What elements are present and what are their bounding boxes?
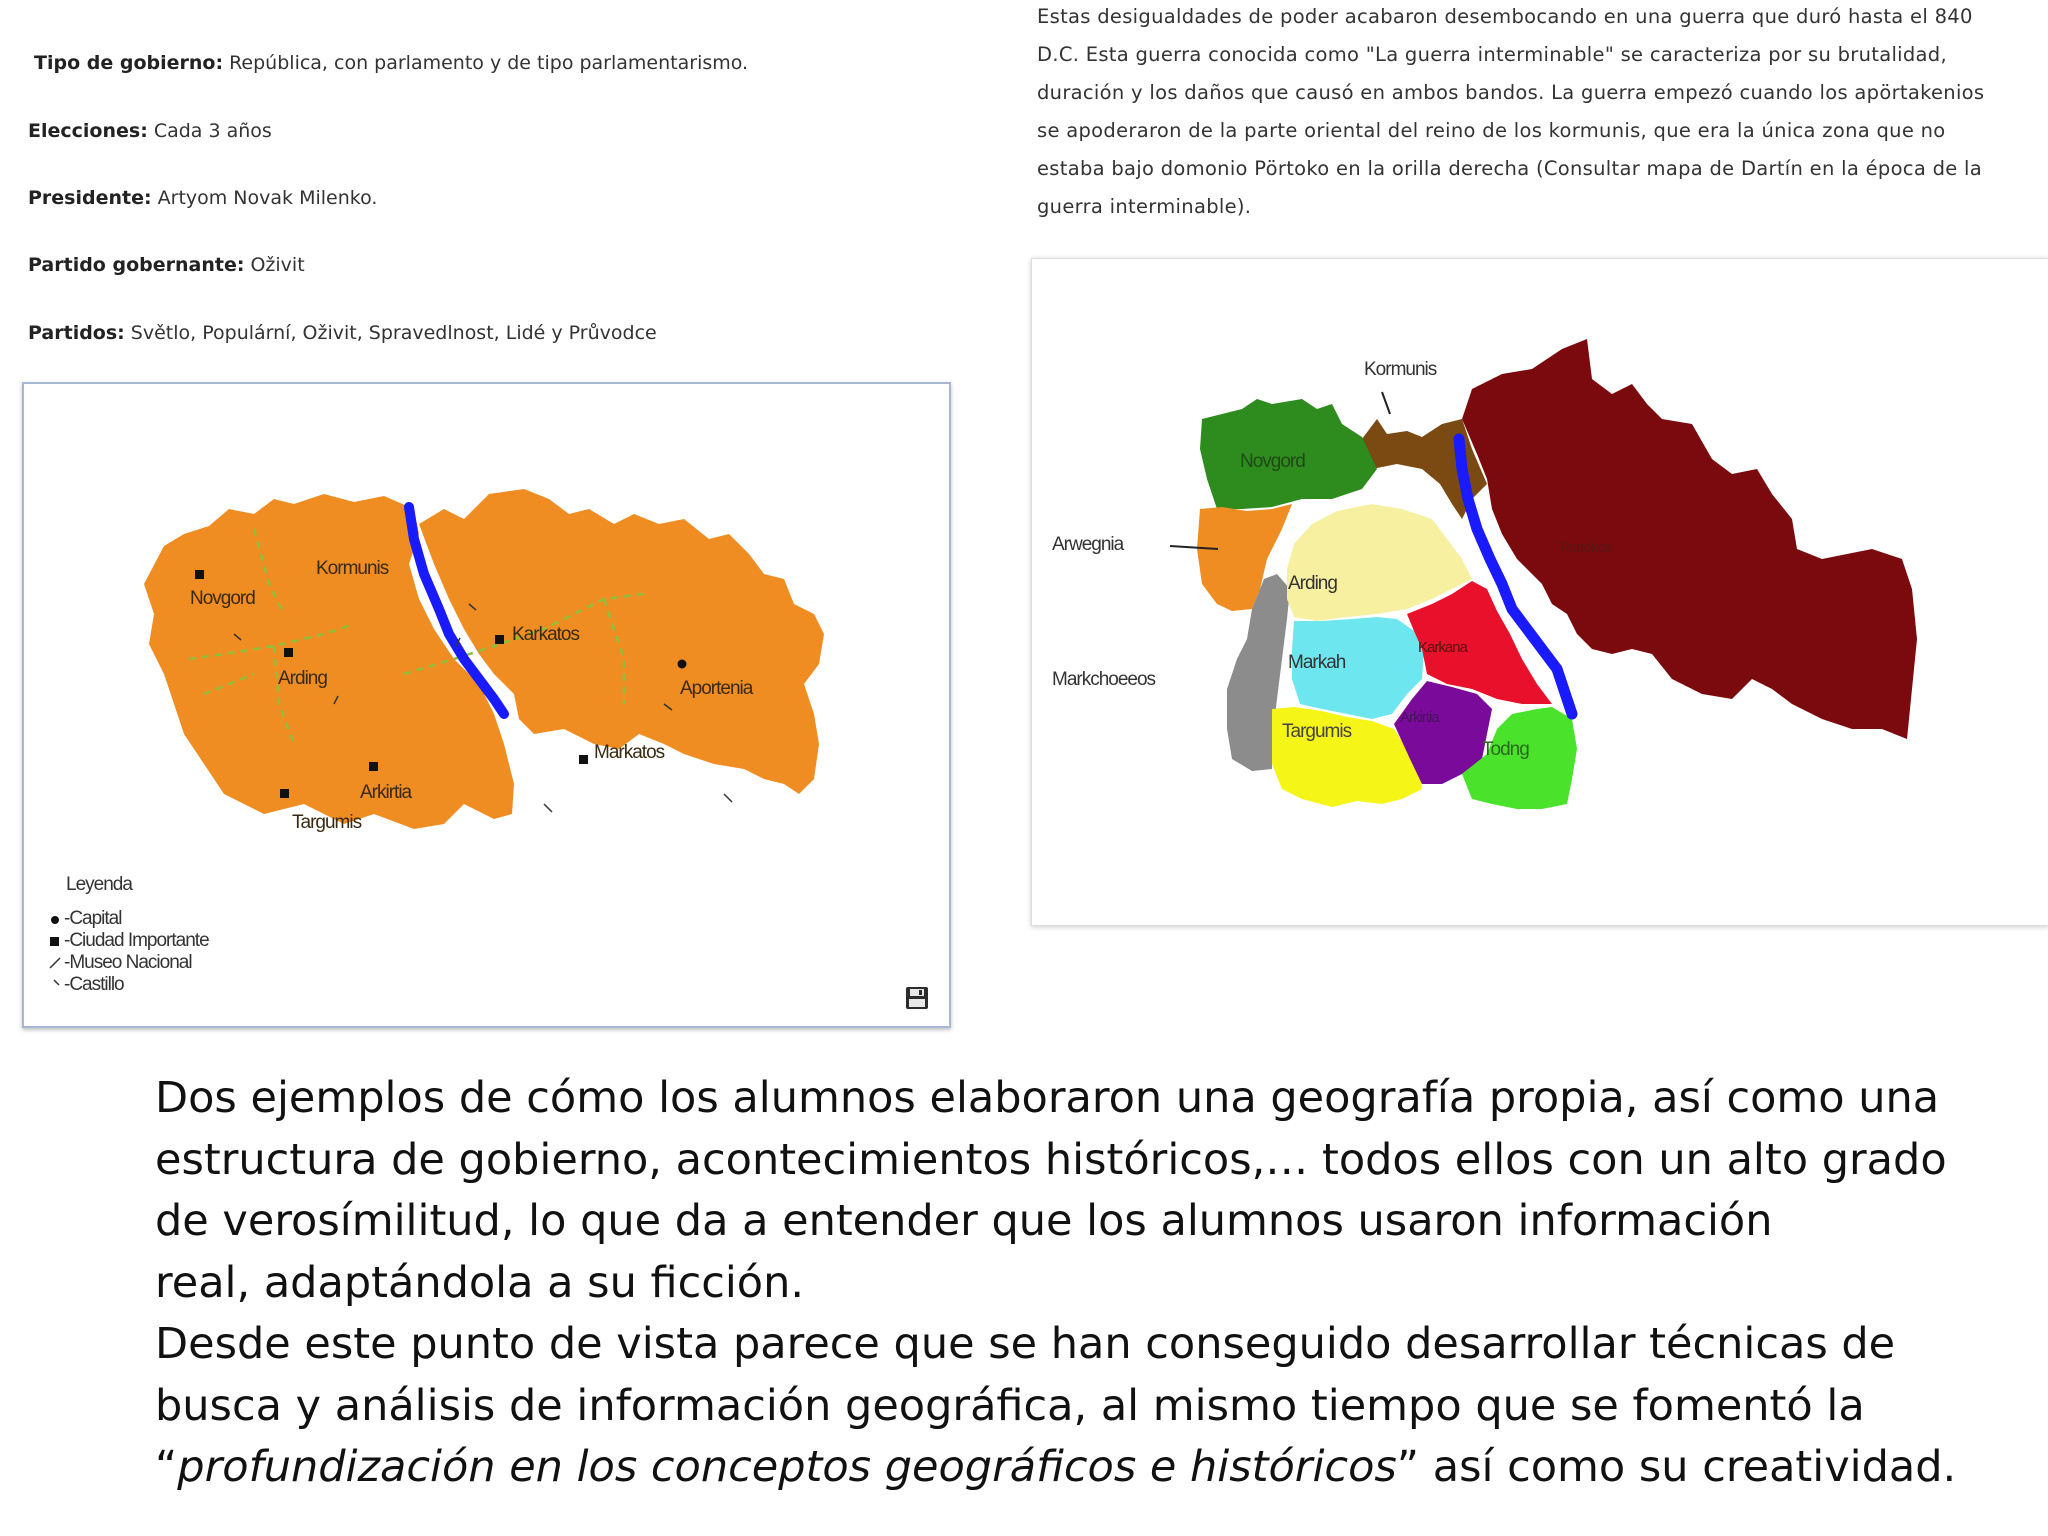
legend-castillo: -Castillo (64, 974, 124, 995)
caption-line: Dos ejemplos de cómo los alumnos elaboraron una geografía propia, así como una (155, 1073, 1940, 1123)
info-partidos-label: Partidos: (28, 322, 125, 344)
legend-castillo-symbol (54, 980, 59, 985)
leader-kormunis (1382, 392, 1390, 414)
city-marker (195, 570, 204, 579)
label-targumis: Targumis (292, 812, 362, 833)
city-marker (280, 789, 289, 798)
legend-museo: -Museo Nacional (64, 952, 192, 973)
history-line: duración y los daños que causó en ambos bandos. La guerra empezó cuando los apörtakenios (1037, 81, 1985, 104)
label-aportenia: Aportenia (680, 678, 753, 699)
label-right-markah: Markah (1288, 652, 1346, 673)
map-left-legend (64, 874, 209, 996)
city-marker (579, 755, 588, 764)
label-right-markchoeeos: Markchoeeos (1052, 669, 1156, 690)
caption-line: estructura de gobierno, acontecimientos históricos,… todos ellos con un alto grado (155, 1134, 1947, 1185)
caption-line: Desde este punto de vista parece que se han conseguido desarrollar técnicas de (155, 1319, 1896, 1369)
caption-line-quote (155, 1437, 1956, 1499)
label-right-arkirtia: Arkirtia (1400, 709, 1439, 726)
label-karkatos: Karkatos (512, 624, 579, 645)
save-icon[interactable] (905, 986, 929, 1010)
caption-line: busca y análisis de información geográfica, al mismo tiempo que se fomentó la (155, 1380, 1865, 1431)
info-tipo-gobierno (34, 52, 748, 74)
info-tipo-label: Tipo de gobierno: (34, 52, 224, 74)
caption-quote-open: “ (155, 1442, 178, 1492)
info-tipo-value: República, con parlamento y de tipo parlamentarismo. (223, 52, 749, 74)
legend-ciudad: -Ciudad Importante (64, 930, 209, 951)
label-novgord: Novgord (190, 588, 255, 609)
info-elecciones (28, 120, 272, 142)
caption-italic-phrase: profundización en los conceptos geográficos e históricos (177, 1442, 1397, 1492)
history-line: se apoderaron de la parte oriental del reino de los kormunis, que era la única zona que no (1037, 119, 1946, 142)
map-right-canvas (1032, 259, 2048, 925)
label-right-arwegnia: Arwegnia (1052, 534, 1124, 555)
legend-capital-symbol (51, 916, 59, 924)
history-paragraph (1037, 0, 2047, 226)
label-right-karkana: Karkana (1418, 639, 1467, 656)
label-kormunis: Kormunis (316, 558, 389, 579)
label-arkirtia: Arkirtia (360, 782, 412, 803)
label-right-targumis: Targumis (1282, 721, 1352, 742)
label-right-arding: Arding (1288, 573, 1337, 594)
info-partidos-value: Světlo, Populární, Oživit, Spravedlnost, Lidé y Průvodce (124, 322, 657, 344)
city-marker (495, 635, 504, 644)
legend-museo-symbol (50, 958, 60, 968)
caption-line: de verosímilitud, lo que da a entender que los alumnos usaron información (155, 1196, 1773, 1246)
label-markatos: Markatos (594, 742, 665, 763)
caption-quote-close: ” así como su creatividad. (1396, 1442, 1957, 1492)
legend-ciudad-symbol (50, 937, 59, 946)
info-presidente-label: Presidente: (28, 187, 152, 209)
info-partidos (28, 322, 657, 344)
map-dartin-political (22, 382, 951, 1028)
info-partido-gobernante (28, 254, 305, 276)
caption-block (155, 1068, 1956, 1499)
legend-capital: -Capital (64, 908, 122, 929)
history-line: D.C. Esta guerra conocida como "La guerra interminable" se caracteriza por su brutalidad, (1037, 43, 1947, 66)
label-right-novgord: Novgord (1240, 451, 1305, 472)
city-marker (284, 648, 293, 657)
caption-line: real, adaptándola a su ficción. (155, 1257, 805, 1308)
city-marker (369, 762, 378, 771)
info-presidente-value: Artyom Novak Milenko. (151, 187, 378, 209)
label-right-kormunis: Kormunis (1364, 359, 1437, 380)
history-line: estaba bajo domonio Pörtoko en la orilla derecha (Consultar mapa de Dartín en la época de la (1037, 157, 1983, 180)
info-elecciones-label: Elecciones: (28, 120, 148, 142)
legend-title: Leyenda (66, 874, 132, 895)
info-partido-value: Oživit (244, 254, 305, 276)
label-arding: Arding (278, 668, 327, 689)
info-partido-label: Partido gobernante: (28, 254, 245, 276)
history-line: guerra interminable). (1037, 195, 1252, 218)
label-right-todng: Todng (1482, 739, 1529, 760)
info-presidente (28, 187, 377, 209)
map-dartin-war (1031, 258, 2048, 926)
label-right-portokos: Portokos (1560, 539, 1612, 556)
capital-marker (678, 660, 687, 669)
history-line: Estas desigualdades de poder acabaron desembocando en una guerra que duró hasta el 840 (1037, 5, 1973, 28)
info-elecciones-value: Cada 3 años (147, 120, 272, 142)
